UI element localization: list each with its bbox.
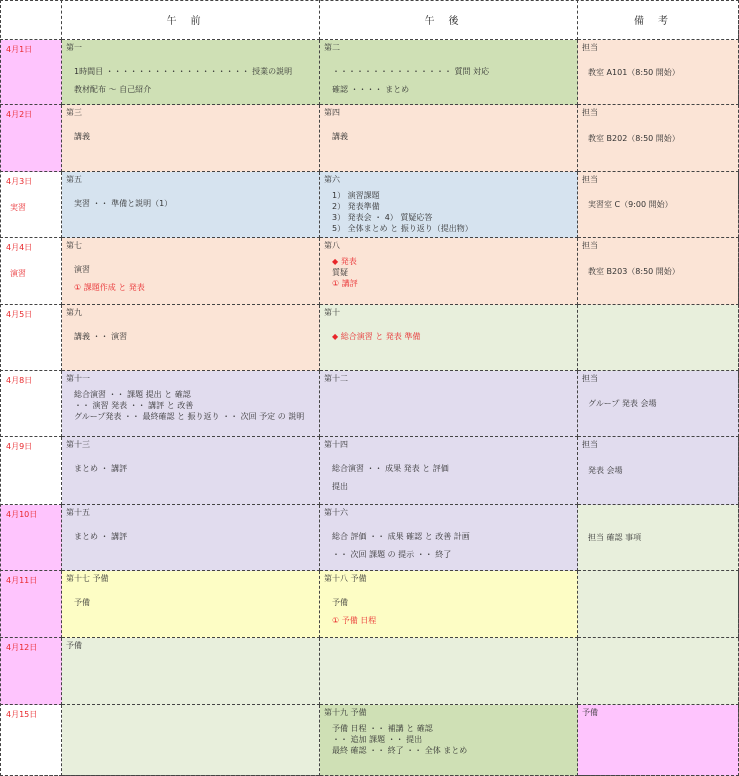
note-text: 実習室 C（9:00 開始） — [588, 200, 673, 209]
note-cell — [578, 238, 739, 305]
row-date-label: 4月11日 — [6, 576, 38, 585]
entry-text: グループ発表 ・・ 最終確認 と 振り返り ・・ 次回 予定 の 説明 — [74, 412, 305, 421]
note-cell — [578, 705, 739, 776]
header-corner — [0, 0, 62, 40]
afternoon-cell — [320, 172, 578, 238]
note-text: 教室 B202（8:50 開始） — [588, 133, 680, 143]
afternoon-cell — [320, 571, 578, 638]
afternoon-cell — [320, 371, 578, 437]
note-cell — [578, 571, 739, 638]
entry-text: 提出 — [332, 482, 348, 491]
entry-text: 1） 演習課題 — [332, 191, 380, 200]
row-date-label: 4月4日 — [6, 243, 33, 252]
note-cell — [578, 371, 739, 437]
row-label-cell — [0, 437, 62, 505]
note-sub-label: 担当 — [582, 43, 598, 52]
morning-cell — [62, 172, 320, 238]
afternoon-period-label: 第十九 予備 — [324, 708, 367, 717]
morning-period-label: 第十五 — [66, 508, 90, 517]
row-date-label: 4月8日 — [6, 376, 33, 385]
note-text: 担当 確認 事項 — [588, 533, 642, 542]
entry-text: 予備 日程 ・・ 補講 と 確認 — [332, 724, 433, 733]
row-date-label: 4月3日 — [6, 177, 33, 186]
note-sub-label: 担当 — [582, 374, 598, 383]
entry-text: ① 講評 — [332, 279, 358, 288]
morning-period-label: 第七 — [66, 241, 82, 250]
afternoon-period-label: 第十 — [324, 308, 340, 317]
entry-text: 総合演習 ・・ 課題 提出 と 確認 — [74, 390, 191, 399]
afternoon-cell — [320, 505, 578, 571]
note-text: グループ 発表 会場 — [588, 399, 657, 408]
morning-cell — [62, 638, 320, 705]
note-cell — [578, 305, 739, 371]
note-sub-label: 担当 — [582, 440, 598, 449]
afternoon-period-label: 第二 — [324, 43, 340, 52]
entry-text: ・・ 次回 課題 の 提示 ・・ 終了 — [332, 550, 452, 559]
entry-text: 講義 — [74, 132, 90, 141]
row-type-label: 実習 — [10, 203, 26, 212]
header-afternoon: 午後 — [320, 0, 578, 40]
entry-text: ・・ 追加 課題 ・・ 提出 — [332, 735, 423, 744]
note-cell — [578, 437, 739, 505]
entry-text: 総合 評価 ・・ 成果 確認 と 改善 計画 — [332, 532, 470, 541]
afternoon-cell — [320, 705, 578, 776]
row-label-cell — [0, 105, 62, 172]
morning-cell — [62, 371, 320, 437]
entry-text: ◆ 発表 — [332, 257, 357, 266]
afternoon-cell — [320, 437, 578, 505]
row-label-cell — [0, 371, 62, 437]
afternoon-period-label: 第十二 — [324, 374, 348, 383]
entry-text: 2） 発表準備 — [332, 202, 380, 211]
note-sub-label: 担当 — [582, 175, 598, 184]
entry-text: 予備 — [74, 598, 90, 607]
entry-text: 総合演習 ・・ 成果 発表 と 評価 — [332, 464, 449, 473]
row-date-label: 4月2日 — [6, 110, 33, 119]
afternoon-period-label: 第四 — [324, 108, 340, 117]
morning-period-label: 第十七 予備 — [66, 574, 109, 583]
row-date-label: 4月1日 — [6, 45, 33, 54]
morning-period-label: 第九 — [66, 308, 82, 317]
afternoon-period-label: 第六 — [324, 175, 340, 184]
row-date-label: 4月9日 — [6, 442, 33, 451]
row-label-cell — [0, 238, 62, 305]
note-cell — [578, 40, 739, 105]
row-date-label: 4月5日 — [6, 310, 33, 319]
morning-cell — [62, 305, 320, 371]
morning-cell — [62, 105, 320, 172]
entry-text: 1時間目 ・・・・・・・・・・・・・・・・・・ 授業の説明 — [74, 67, 293, 76]
morning-cell — [62, 505, 320, 571]
entry-text: 確認 ・・・・ まとめ — [332, 85, 410, 94]
row-label-cell — [0, 40, 62, 105]
morning-period-label: 予備 — [66, 641, 82, 650]
afternoon-cell — [320, 105, 578, 172]
note-cell — [578, 638, 739, 705]
note-sub-label: 担当 — [582, 108, 598, 117]
entry-text: ① 課題作成 と 発表 — [74, 283, 145, 292]
entry-text: 予備 — [332, 598, 348, 607]
entry-text: 実習 ・・ 準備と説明（1） — [74, 199, 173, 208]
row-label-cell — [0, 172, 62, 238]
morning-cell — [62, 437, 320, 505]
note-text: 教室 A101（8:50 開始） — [588, 67, 680, 77]
morning-cell — [62, 571, 320, 638]
morning-period-label: 第一 — [66, 43, 82, 52]
entry-text: ① 予備 日程 — [332, 616, 377, 625]
entry-text: 教材配布 ～ 自己紹介 — [74, 85, 152, 94]
morning-period-label: 第十一 — [66, 374, 90, 383]
entry-text: ・・・・・・・・・・・・・・・ 質問 対応 — [332, 67, 490, 76]
row-type-label: 演習 — [10, 269, 26, 278]
row-label-cell — [0, 305, 62, 371]
row-label-cell — [0, 505, 62, 571]
note-cell — [578, 505, 739, 571]
row-label-cell — [0, 571, 62, 638]
afternoon-cell — [320, 638, 578, 705]
morning-cell — [62, 705, 320, 776]
afternoon-cell — [320, 305, 578, 371]
note-text: 教室 B203（8:50 開始） — [588, 266, 680, 276]
entry-text: まとめ ・ 講評 — [74, 464, 128, 473]
entry-text: ◆ 総合演習 と 発表 準備 — [332, 332, 421, 341]
morning-cell — [62, 40, 320, 105]
row-date-label: 4月15日 — [6, 710, 38, 719]
row-date-label: 4月12日 — [6, 643, 38, 652]
afternoon-cell — [320, 40, 578, 105]
entry-text: 講義 — [332, 132, 348, 141]
morning-period-label: 第十三 — [66, 440, 90, 449]
entry-text: 講義 ・・ 演習 — [74, 332, 128, 341]
afternoon-period-label: 第十六 — [324, 508, 348, 517]
entry-text: 5） 全体まとめ と 振り返り（提出物） — [332, 224, 473, 233]
morning-period-label: 第三 — [66, 108, 82, 117]
entry-text: 最終 確認 ・・ 終了 ・・ 全体 まとめ — [332, 746, 468, 755]
note-sub-label: 担当 — [582, 241, 598, 250]
row-date-label: 4月10日 — [6, 510, 38, 519]
header-note: 備考 — [578, 0, 739, 40]
note-text: 発表 会場 — [588, 466, 623, 475]
row-label-cell — [0, 638, 62, 705]
afternoon-cell — [320, 238, 578, 305]
entry-text: 質疑 — [332, 268, 348, 277]
morning-cell — [62, 238, 320, 305]
row-label-cell — [0, 705, 62, 776]
afternoon-period-label: 第十四 — [324, 440, 348, 449]
note-cell — [578, 172, 739, 238]
afternoon-period-label: 第八 — [324, 241, 340, 250]
morning-period-label: 第五 — [66, 175, 82, 184]
header-morning: 午前 — [62, 0, 320, 40]
entry-text: 演習 — [74, 265, 90, 274]
entry-text: ・・ 演習 発表 ・・ 講評 と 改善 — [74, 401, 194, 410]
entry-text: 3） 発表会 ・ 4） 質疑応答 — [332, 213, 433, 222]
entry-text: まとめ ・ 講評 — [74, 532, 128, 541]
note-sub-label: 予備 — [582, 708, 598, 717]
afternoon-period-label: 第十八 予備 — [324, 574, 367, 583]
note-cell — [578, 105, 739, 172]
